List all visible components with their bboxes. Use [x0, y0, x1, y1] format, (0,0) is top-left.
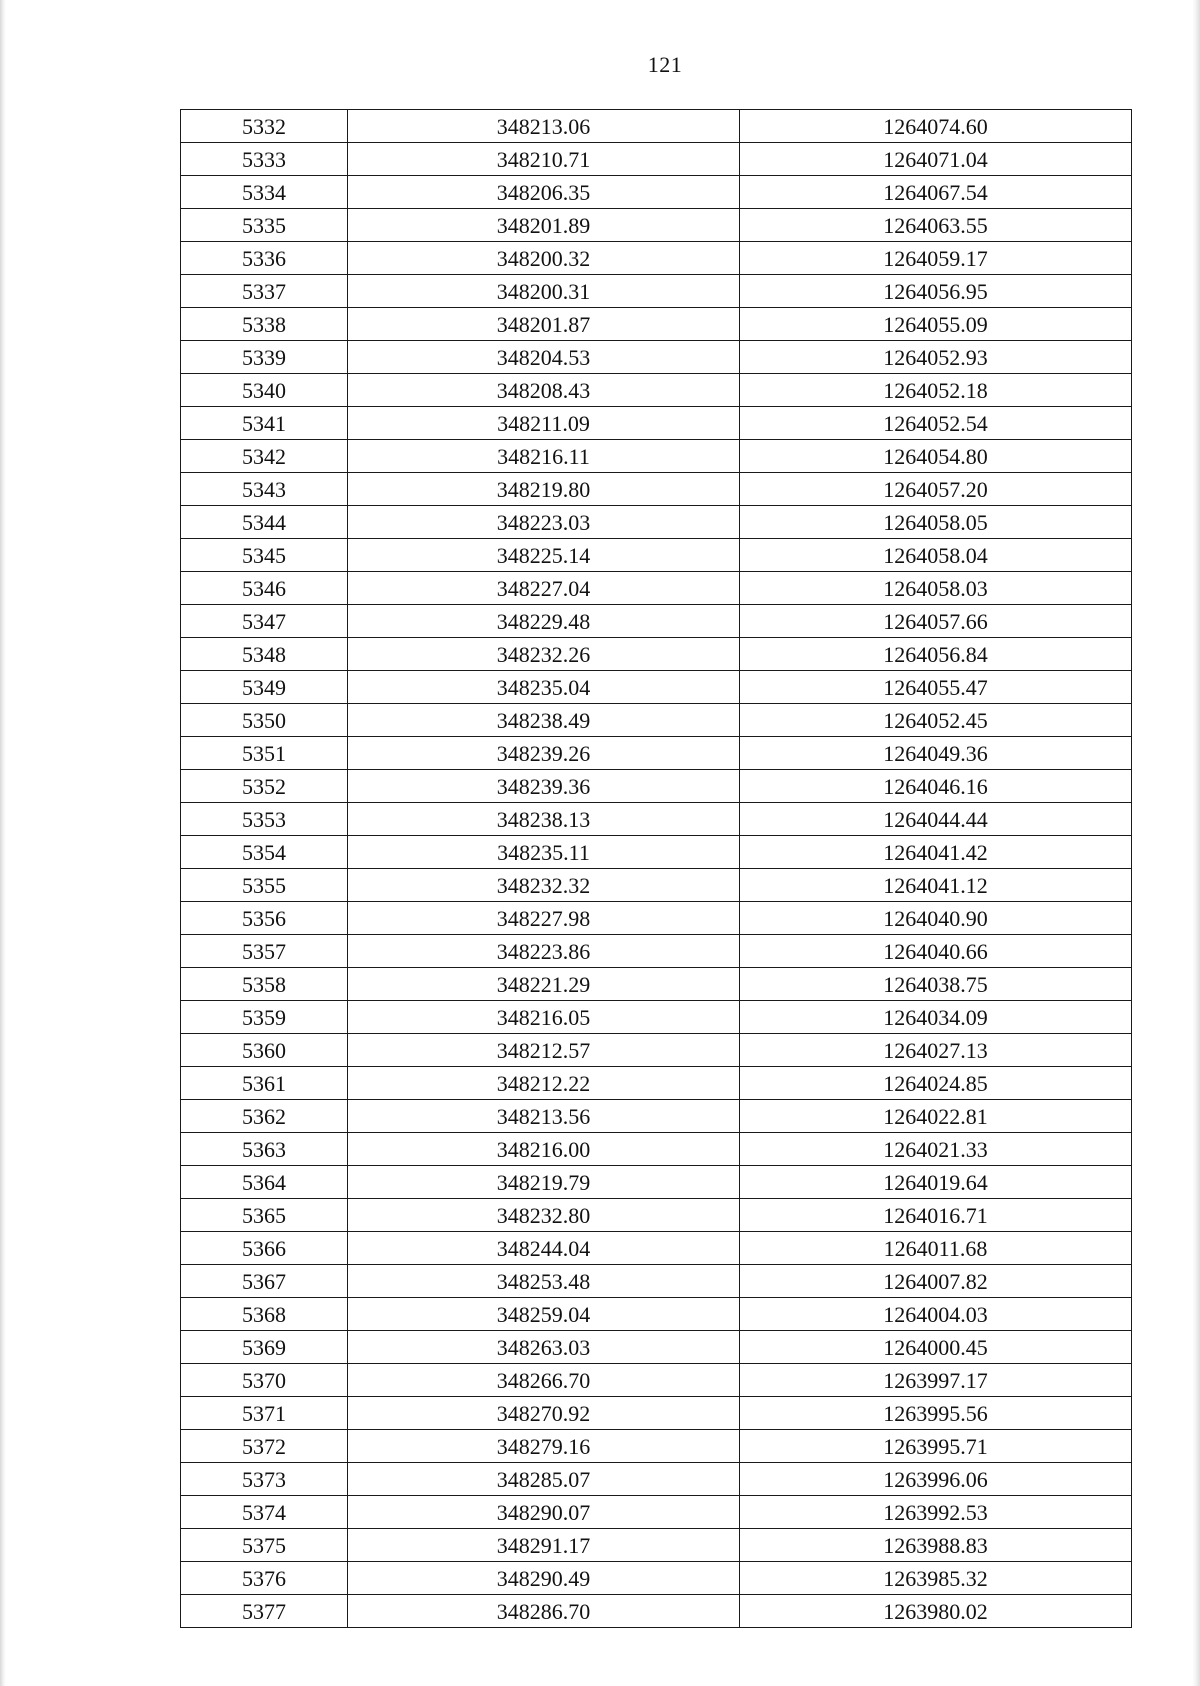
point-number-cell: 5371 [181, 1397, 348, 1430]
point-number-cell: 5334 [181, 176, 348, 209]
x-coordinate-cell: 348290.49 [348, 1562, 740, 1595]
x-coordinate-cell: 348227.04 [348, 572, 740, 605]
y-coordinate-cell: 1263995.56 [740, 1397, 1132, 1430]
x-coordinate-cell: 348229.48 [348, 605, 740, 638]
x-coordinate-cell: 348263.03 [348, 1331, 740, 1364]
table-row [181, 1496, 1132, 1529]
coordinate-table-body [181, 110, 1132, 1628]
table-row [181, 1100, 1132, 1133]
x-coordinate-cell: 348227.98 [348, 902, 740, 935]
point-number-cell: 5339 [181, 341, 348, 374]
point-number-cell: 5354 [181, 836, 348, 869]
point-number-cell: 5332 [181, 110, 348, 143]
table-row [181, 275, 1132, 308]
y-coordinate-cell: 1264040.90 [740, 902, 1132, 935]
y-coordinate-cell: 1264000.45 [740, 1331, 1132, 1364]
point-number-cell: 5349 [181, 671, 348, 704]
table-row [181, 1397, 1132, 1430]
point-number-cell: 5372 [181, 1430, 348, 1463]
table-row [181, 1067, 1132, 1100]
x-coordinate-cell: 348204.53 [348, 341, 740, 374]
x-coordinate-cell: 348201.89 [348, 209, 740, 242]
y-coordinate-cell: 1264056.84 [740, 638, 1132, 671]
y-coordinate-cell: 1264034.09 [740, 1001, 1132, 1034]
point-number-cell: 5335 [181, 209, 348, 242]
x-coordinate-cell: 348266.70 [348, 1364, 740, 1397]
y-coordinate-cell: 1263980.02 [740, 1595, 1132, 1628]
point-number-cell: 5364 [181, 1166, 348, 1199]
point-number-cell: 5373 [181, 1463, 348, 1496]
y-coordinate-cell: 1264071.04 [740, 143, 1132, 176]
y-coordinate-cell: 1264007.82 [740, 1265, 1132, 1298]
y-coordinate-cell: 1264046.16 [740, 770, 1132, 803]
table-row [181, 1595, 1132, 1628]
point-number-cell: 5341 [181, 407, 348, 440]
table-row [181, 374, 1132, 407]
x-coordinate-cell: 348232.80 [348, 1199, 740, 1232]
point-number-cell: 5360 [181, 1034, 348, 1067]
point-number-cell: 5340 [181, 374, 348, 407]
table-row [181, 638, 1132, 671]
x-coordinate-cell: 348206.35 [348, 176, 740, 209]
y-coordinate-cell: 1264011.68 [740, 1232, 1132, 1265]
y-coordinate-cell: 1263997.17 [740, 1364, 1132, 1397]
table-row [181, 704, 1132, 737]
point-number-cell: 5345 [181, 539, 348, 572]
y-coordinate-cell: 1263992.53 [740, 1496, 1132, 1529]
point-number-cell: 5346 [181, 572, 348, 605]
x-coordinate-cell: 348213.06 [348, 110, 740, 143]
table-row [181, 209, 1132, 242]
point-number-cell: 5370 [181, 1364, 348, 1397]
point-number-cell: 5355 [181, 869, 348, 902]
y-coordinate-cell: 1264052.54 [740, 407, 1132, 440]
y-coordinate-cell: 1264041.12 [740, 869, 1132, 902]
x-coordinate-cell: 348239.26 [348, 737, 740, 770]
table-row [181, 1463, 1132, 1496]
point-number-cell: 5369 [181, 1331, 348, 1364]
table-row [181, 1529, 1132, 1562]
x-coordinate-cell: 348279.16 [348, 1430, 740, 1463]
point-number-cell: 5358 [181, 968, 348, 1001]
y-coordinate-cell: 1264019.64 [740, 1166, 1132, 1199]
y-coordinate-cell: 1264004.03 [740, 1298, 1132, 1331]
point-number-cell: 5376 [181, 1562, 348, 1595]
y-coordinate-cell: 1264052.18 [740, 374, 1132, 407]
table-row [181, 1364, 1132, 1397]
y-coordinate-cell: 1264058.05 [740, 506, 1132, 539]
scan-edge-left [0, 0, 6, 1686]
point-number-cell: 5374 [181, 1496, 348, 1529]
x-coordinate-cell: 348270.92 [348, 1397, 740, 1430]
y-coordinate-cell: 1264057.66 [740, 605, 1132, 638]
y-coordinate-cell: 1263995.71 [740, 1430, 1132, 1463]
point-number-cell: 5366 [181, 1232, 348, 1265]
point-number-cell: 5351 [181, 737, 348, 770]
x-coordinate-cell: 348232.26 [348, 638, 740, 671]
x-coordinate-cell: 348211.09 [348, 407, 740, 440]
point-number-cell: 5353 [181, 803, 348, 836]
point-number-cell: 5344 [181, 506, 348, 539]
x-coordinate-cell: 348291.17 [348, 1529, 740, 1562]
table-row [181, 1034, 1132, 1067]
y-coordinate-cell: 1264016.71 [740, 1199, 1132, 1232]
x-coordinate-cell: 348238.13 [348, 803, 740, 836]
point-number-cell: 5365 [181, 1199, 348, 1232]
table-row [181, 1265, 1132, 1298]
table-row [181, 1331, 1132, 1364]
y-coordinate-cell: 1264052.45 [740, 704, 1132, 737]
x-coordinate-cell: 348201.87 [348, 308, 740, 341]
table-row [181, 308, 1132, 341]
x-coordinate-cell: 348212.22 [348, 1067, 740, 1100]
table-row [181, 341, 1132, 374]
table-row [181, 737, 1132, 770]
y-coordinate-cell: 1264024.85 [740, 1067, 1132, 1100]
y-coordinate-cell: 1264058.03 [740, 572, 1132, 605]
y-coordinate-cell: 1264056.95 [740, 275, 1132, 308]
x-coordinate-cell: 348253.48 [348, 1265, 740, 1298]
point-number-cell: 5368 [181, 1298, 348, 1331]
table-row [181, 869, 1132, 902]
y-coordinate-cell: 1264074.60 [740, 110, 1132, 143]
x-coordinate-cell: 348223.03 [348, 506, 740, 539]
x-coordinate-cell: 348208.43 [348, 374, 740, 407]
point-number-cell: 5337 [181, 275, 348, 308]
y-coordinate-cell: 1264055.09 [740, 308, 1132, 341]
y-coordinate-cell: 1264021.33 [740, 1133, 1132, 1166]
table-row [181, 110, 1132, 143]
point-number-cell: 5361 [181, 1067, 348, 1100]
table-row [181, 902, 1132, 935]
table-row [181, 506, 1132, 539]
point-number-cell: 5336 [181, 242, 348, 275]
y-coordinate-cell: 1264067.54 [740, 176, 1132, 209]
point-number-cell: 5375 [181, 1529, 348, 1562]
y-coordinate-cell: 1264063.55 [740, 209, 1132, 242]
x-coordinate-cell: 348216.00 [348, 1133, 740, 1166]
table-row [181, 1298, 1132, 1331]
y-coordinate-cell: 1264022.81 [740, 1100, 1132, 1133]
table-row [181, 803, 1132, 836]
x-coordinate-cell: 348221.29 [348, 968, 740, 1001]
x-coordinate-cell: 348235.04 [348, 671, 740, 704]
page-number: 121 [647, 52, 683, 77]
table-row [181, 770, 1132, 803]
x-coordinate-cell: 348223.86 [348, 935, 740, 968]
table-row [181, 1430, 1132, 1463]
point-number-cell: 5352 [181, 770, 348, 803]
y-coordinate-cell: 1263985.32 [740, 1562, 1132, 1595]
y-coordinate-cell: 1263996.06 [740, 1463, 1132, 1496]
table-row [181, 1199, 1132, 1232]
point-number-cell: 5347 [181, 605, 348, 638]
x-coordinate-cell: 348232.32 [348, 869, 740, 902]
point-number-cell: 5363 [181, 1133, 348, 1166]
y-coordinate-cell: 1264058.04 [740, 539, 1132, 572]
y-coordinate-cell: 1264059.17 [740, 242, 1132, 275]
point-number-cell: 5367 [181, 1265, 348, 1298]
table-row [181, 572, 1132, 605]
point-number-cell: 5342 [181, 440, 348, 473]
x-coordinate-cell: 348200.32 [348, 242, 740, 275]
point-number-cell: 5359 [181, 1001, 348, 1034]
point-number-cell: 5350 [181, 704, 348, 737]
point-number-cell: 5356 [181, 902, 348, 935]
y-coordinate-cell: 1264027.13 [740, 1034, 1132, 1067]
table-row [181, 473, 1132, 506]
x-coordinate-cell: 348216.05 [348, 1001, 740, 1034]
table-row [181, 176, 1132, 209]
x-coordinate-cell: 348244.04 [348, 1232, 740, 1265]
table-row [181, 1001, 1132, 1034]
table-row [181, 1133, 1132, 1166]
table-row [181, 407, 1132, 440]
x-coordinate-cell: 348286.70 [348, 1595, 740, 1628]
table-row [181, 605, 1132, 638]
point-number-cell: 5377 [181, 1595, 348, 1628]
x-coordinate-cell: 348200.31 [348, 275, 740, 308]
x-coordinate-cell: 348213.56 [348, 1100, 740, 1133]
y-coordinate-cell: 1264040.66 [740, 935, 1132, 968]
table-row [181, 242, 1132, 275]
point-number-cell: 5343 [181, 473, 348, 506]
point-number-cell: 5357 [181, 935, 348, 968]
point-number-cell: 5338 [181, 308, 348, 341]
y-coordinate-cell: 1264049.36 [740, 737, 1132, 770]
point-number-cell: 5333 [181, 143, 348, 176]
y-coordinate-cell: 1264038.75 [740, 968, 1132, 1001]
table-row [181, 143, 1132, 176]
y-coordinate-cell: 1264052.93 [740, 341, 1132, 374]
x-coordinate-cell: 348216.11 [348, 440, 740, 473]
table-row [181, 539, 1132, 572]
x-coordinate-cell: 348210.71 [348, 143, 740, 176]
table-row [181, 1166, 1132, 1199]
table-row [181, 1232, 1132, 1265]
x-coordinate-cell: 348238.49 [348, 704, 740, 737]
table-row [181, 671, 1132, 704]
x-coordinate-cell: 348212.57 [348, 1034, 740, 1067]
x-coordinate-cell: 348290.07 [348, 1496, 740, 1529]
x-coordinate-cell: 348239.36 [348, 770, 740, 803]
point-number-cell: 5348 [181, 638, 348, 671]
y-coordinate-cell: 1264044.44 [740, 803, 1132, 836]
table-row [181, 836, 1132, 869]
table-row [181, 968, 1132, 1001]
table-row [181, 935, 1132, 968]
x-coordinate-cell: 348259.04 [348, 1298, 740, 1331]
y-coordinate-cell: 1264041.42 [740, 836, 1132, 869]
coordinate-table [180, 109, 1132, 1628]
y-coordinate-cell: 1264055.47 [740, 671, 1132, 704]
y-coordinate-cell: 1264057.20 [740, 473, 1132, 506]
x-coordinate-cell: 348235.11 [348, 836, 740, 869]
x-coordinate-cell: 348219.80 [348, 473, 740, 506]
scan-edge-right [1192, 0, 1200, 1686]
point-number-cell: 5362 [181, 1100, 348, 1133]
x-coordinate-cell: 348225.14 [348, 539, 740, 572]
y-coordinate-cell: 1264054.80 [740, 440, 1132, 473]
x-coordinate-cell: 348219.79 [348, 1166, 740, 1199]
x-coordinate-cell: 348285.07 [348, 1463, 740, 1496]
y-coordinate-cell: 1263988.83 [740, 1529, 1132, 1562]
table-row [181, 440, 1132, 473]
table-row [181, 1562, 1132, 1595]
